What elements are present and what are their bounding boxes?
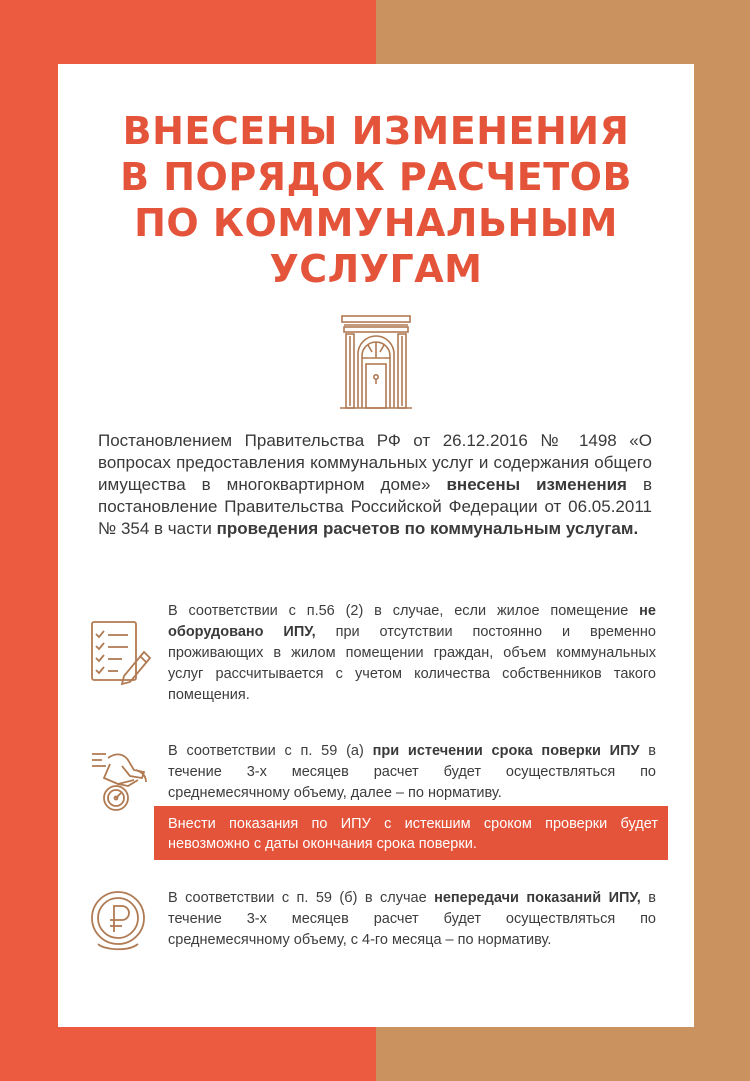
intro-highlight: проведения расчетов по коммунальным услугам. <box>216 519 639 538</box>
warning-banner: Внести показания по ИПУ с истекшим сроком проверки будет невозможно с даты окончания срока поверки. <box>154 806 668 860</box>
meter-gauge-icon <box>88 744 152 814</box>
section-highlight: при истечении срока поверки ИПУ <box>372 743 640 759</box>
page-title <box>58 108 694 292</box>
section-highlight: непередачи показаний ИПУ, <box>434 890 641 906</box>
title-line: ПО КОММУНАЛЬНЫМ <box>134 201 618 245</box>
document-checklist-icon <box>88 616 152 686</box>
ruble-coin-icon <box>88 886 152 956</box>
building-door-icon <box>338 314 414 410</box>
title-line: ВНЕСЕНЫ ИЗМЕНЕНИЯ <box>122 109 630 153</box>
section-no-meter: В соответствии с п.56 (2) в случае, если жилое помещение не оборудовано ИПУ, при отсутствии постоянно и временно проживающих в жилом помещении граждан, объем коммунальных услуг рассчитывается с учетом количества собственников такого помещения. <box>168 603 656 703</box>
title-line: В ПОРЯДОК РАСЧЕТОВ <box>120 155 632 199</box>
section-highlight: не оборудовано ИПУ, <box>168 603 656 640</box>
info-card <box>58 64 694 1027</box>
intro-highlight: внесены изменения <box>446 475 627 494</box>
section-no-readings: В соответствии с п. 59 (б) в случае непередачи показаний ИПУ, в течение 3-х месяцев расчет будет осуществляться по среднемесячному объему, с 4-го месяца – по нормативу. <box>168 890 656 948</box>
section-verification-expired: В соответствии с п. 59 (а) при истечении срока поверки ИПУ в течение 3-х месяцев расчет будет осуществляться по среднемесячному объему, далее – по нормативу. <box>168 743 657 801</box>
intro-paragraph: Постановлением Правительства РФ от 26.12.2016 № 1498 «О вопросах предоставления коммунальных услуг и содержания общего имущества в многоквартирном доме» внесены изменения в постановление Правительства Российской Федерации от 06.05.2011 № 354 в части проведения расчетов по коммунальным услугам. <box>98 431 652 538</box>
title-line: УСЛУГАМ <box>269 247 483 291</box>
